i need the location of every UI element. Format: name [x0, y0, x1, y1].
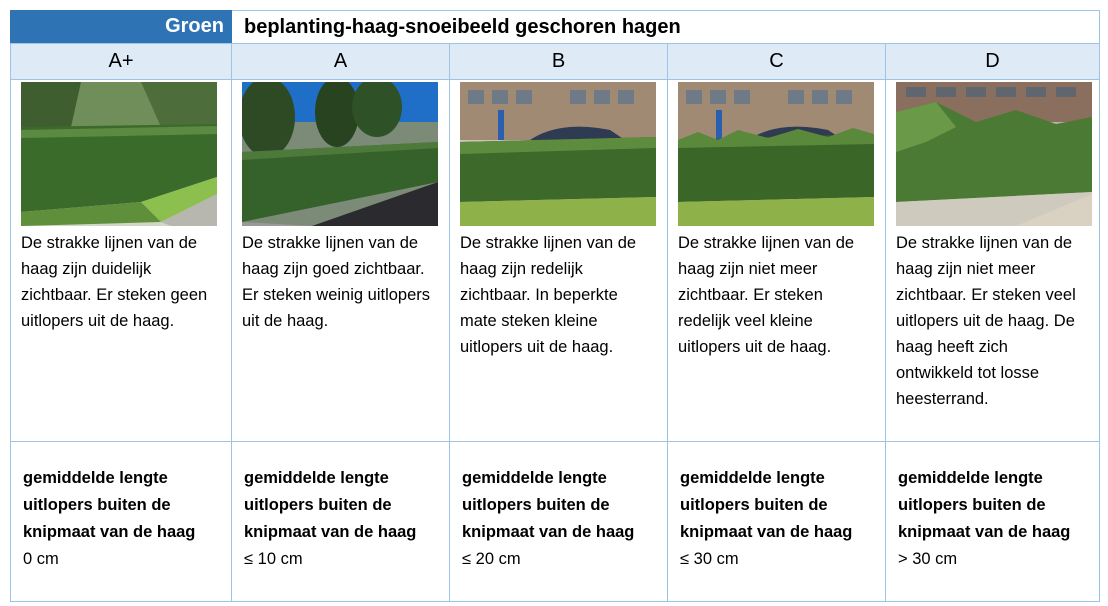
grade-d: D: [886, 44, 1100, 80]
criterion-value: ≤ 30 cm: [680, 550, 739, 568]
criterion-value: ≤ 20 cm: [462, 550, 521, 568]
hedge-photo-a-plus: [21, 82, 217, 226]
criterion-value: ≤ 10 cm: [244, 550, 303, 568]
grade-c: C: [668, 44, 886, 80]
description-cell-a-plus: [10, 80, 232, 442]
criterion-label: gemiddelde lengte uitlopers buiten de knipmaat van de haag: [898, 469, 1071, 541]
title-row: [10, 10, 1100, 43]
grade-a-plus: A+: [10, 44, 232, 80]
hedge-photo-c: [678, 82, 874, 226]
criterion-cell-a-plus: [10, 442, 232, 601]
criterion-label: gemiddelde lengte uitlopers buiten de knipmaat van de haag: [462, 469, 635, 541]
description-text: De strakke lijnen van de haag zijn duidelijk zichtbaar. Er steken geen uitlopers uit de haag.: [21, 234, 208, 330]
hedge-photo-d: [896, 82, 1092, 226]
grade-header-row: [10, 43, 1100, 80]
table-title: beplanting-haag-snoeibeeld geschoren hagen: [232, 10, 1100, 43]
description-cell-b: [450, 80, 668, 442]
category-label: Groen: [10, 10, 232, 43]
criterion-label: gemiddelde lengte uitlopers buiten de knipmaat van de haag: [244, 469, 417, 541]
description-text: De strakke lijnen van de haag zijn niet meer zichtbaar. Er steken veel uitlopers uit de haag. De haag heeft zich ontwikkeld tot losse heesterrand.: [896, 234, 1076, 408]
criterion-cell-d: [886, 442, 1100, 601]
hedge-photo-b: [460, 82, 656, 226]
description-text: De strakke lijnen van de haag zijn niet meer zichtbaar. Er steken redelijk veel kleine uitlopers uit de haag.: [678, 234, 855, 356]
criterion-label: gemiddelde lengte uitlopers buiten de knipmaat van de haag: [23, 469, 196, 541]
criterion-value: > 30 cm: [898, 550, 958, 568]
criterion-cell-b: [450, 442, 668, 601]
grade-b: B: [450, 44, 668, 80]
description-cell-d: [886, 80, 1100, 442]
description-row: [10, 79, 1100, 442]
grade-a: A: [232, 44, 450, 80]
hedge-photo-a: [242, 82, 438, 226]
criterion-cell-c: [668, 442, 886, 601]
quality-table: [10, 10, 1100, 600]
criterion-value: 0 cm: [23, 550, 59, 568]
description-cell-c: [668, 80, 886, 442]
description-text: De strakke lijnen van de haag zijn goed zichtbaar. Er steken weinig uitlopers uit de haag.: [242, 234, 431, 330]
description-cell-a: [232, 80, 450, 442]
criteria-row: [10, 441, 1100, 602]
description-text: De strakke lijnen van de haag zijn redelijk zichtbaar. In beperkte mate steken kleine uitlopers uit de haag.: [460, 234, 637, 356]
criterion-label: gemiddelde lengte uitlopers buiten de knipmaat van de haag: [680, 469, 853, 541]
criterion-cell-a: [232, 442, 450, 601]
